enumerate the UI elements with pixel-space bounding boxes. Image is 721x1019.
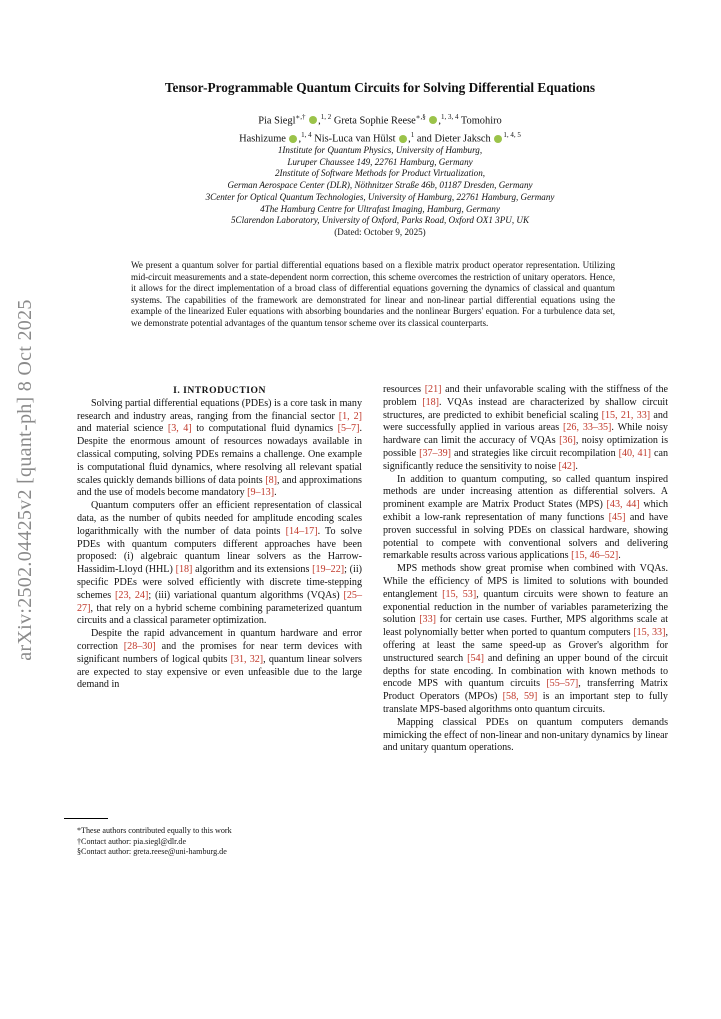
paragraph: Quantum computers offer an efficient representation of classical data, as the number of qubits needed for amplitude encoding scales logarithmically with the number of data points [14–17]. To solve PDEs with quantum computers different approaches have been proposed: (i) algebraic quantum linear solvers as the Harrow-Hassidim-Lloyd (HHL) [18] algorithm and its extensions [19–22]; (ii) specific PDEs were solved efficiently with discrete time-stepping schemes [23, 24]; (iii) variational quantum algorithms (VQAs) [25–27], that rely on a hybrid scheme combining parameterized quantum circuits and a classical parameter optimization. [77,500,362,627]
affiliation: 2Institute of Software Methods for Product Virtualization, [274,168,486,179]
citation-link[interactable]: [31, 32] [230,653,264,665]
citation-link[interactable]: [25–27] [77,589,362,614]
paragraph: MPS methods show great promise when combined with VQAs. While the efficiency of MPS is limited to solutions with bounded entanglement [15, 53], quantum circuits were shown to feature an exponential reduction in the number of variables parameterizing the solution [33] for certain use cases. Further, MPS algorithms scale at least polynomially better when ported to quantum computers [15, 33], offering at least the same speed-up as Grover's algorithm for unstructured search [54] and defining an upper bound of the circuit depths for state encoding. In combination with known methods to encode MPS with quantum circuits [55–57], transferring Matrix Product Operators (MPOs) [58, 59] is an important step to fully translate MPS-based algorithms onto quantum circuits. [383,563,668,715]
citation-link[interactable]: [58, 59] [502,691,538,703]
affiliation: Luruper Chaussee 149, 22761 Hamburg, Germany [287,156,473,167]
citation-link[interactable]: [18] [422,396,440,408]
affiliation: German Aerospace Center (DLR), Nöthnitzer Straße 46b, 01187 Dresden, Germany [227,180,533,191]
citation-link[interactable]: [15, 21, 33] [601,409,651,421]
citation-link[interactable]: [23, 24] [115,589,149,601]
citation-link[interactable]: [37–39] [419,447,452,459]
citation-link[interactable]: [26, 33–35] [563,422,612,434]
left-column [77,385,362,692]
section-heading: I. INTRODUCTION [173,385,266,396]
footnote: §Contact author: greta.reese@uni-hamburg.de [77,847,227,856]
citation-link[interactable]: [33] [419,614,437,626]
paragraph: Despite the rapid advancement in quantum hardware and error correction [28–30] and the promises for near term devices with significant numbers of logical qubits [31, 32], quantum linear solvers are expected to stay expensive or even unfeasible due to the large demand in [77,628,362,691]
authors-line-1: Pia Siegl∗,† ,$^{1, 2}$ Greta Sophie Reese∗,§ ,$^{1, 3, 4}$ Tomohiro [258,113,502,127]
citation-link[interactable]: [45] [608,511,626,523]
footnote: †Contact author: pia.siegl@dlr.de [77,836,187,846]
citation-link[interactable]: [8] [265,474,278,486]
citation-link[interactable]: [3, 4] [167,423,192,435]
paper-title: Tensor-Programmable Quantum Circuits for Solving Differential Equations [164,80,596,95]
citation-link[interactable]: [19–22] [312,564,345,576]
citation-link[interactable]: [9–13] [247,487,275,499]
citation-link[interactable]: [21] [424,384,442,395]
affiliation: 4The Hamburg Centre for Ultrafast Imaging, Hamburg, Germany [260,203,500,214]
citation-link[interactable]: [14–17] [285,525,318,537]
right-column [383,384,668,755]
paragraph: resources [21] and their unfavorable scaling with the stiffness of the problem [18]. VQAs instead are characterized by shallow circuit structures, are predicted to exhibit beneficial scaling [15, 21, 33] and were successfully applied in various areas [26, 33–35]. While noisy hardware can limit the accuracy of VQAs [36], noisy optimization is possible [37–39] and strategies like circuit recompilation [40, 41] can significantly reduce the sensitivity to noise [42]. [383,384,669,472]
citation-link[interactable]: [18] [175,564,193,576]
orcid-icon[interactable] [429,116,437,124]
orcid-icon[interactable] [399,135,407,143]
citation-link[interactable]: [15, 33] [633,627,666,639]
footnotes [77,826,357,858]
citation-link[interactable]: [54] [467,652,484,664]
affiliation: 5Clarendon Laboratory, University of Oxford, Parks Road, Oxford OX1 3PU, UK [230,215,530,226]
abstract: We present a quantum solver for partial differential equations based on a flexible matrix product operator representation. Utilizing mid-circuit measurements and a state-dependent norm correction, this scheme overcomes the restriction of unitary operators. Hence, it allows for the direct implementation of a broad class of differential equations governing the dynamics of classical and quantum systems. The capabilities of the framework are demonstrated for linear and non-linear partial differential equations using the example of the linearized Euler equations with absorbing boundaries and the nonlinear Burgers' equation. For a turbulence data set, we demonstrate potential advantages of the quantum tensor scheme over its classical counterparts. [131,260,615,328]
author-list [120,110,640,147]
citation-link[interactable]: [5–7] [337,423,360,435]
footnote-rule [64,818,108,819]
orcid-icon[interactable] [289,135,297,143]
date-line: (Dated: October 9, 2025) [334,226,426,237]
citation-link[interactable]: [36] [559,435,576,447]
citation-link[interactable]: [42] [558,460,576,472]
citation-link[interactable]: [28–30] [123,640,156,652]
authors-line-2: Hashizume ,$^{1, 4}$ Nis-Luca van Hülst ,$^1$ and Dieter Jaksch $^{1, 4, 5}$ [239,131,521,145]
citation-link[interactable]: [15, 53] [442,588,477,600]
footnote: *These authors contributed equally to this work [77,826,232,835]
paragraph: Solving partial differential equations (PDEs) is a core task in many research and industry areas, ranging from the financial sector [1, 2] and material science [3, 4] to computational fluid dynamics [5–7]. Despite the enormous amount of resources nowadays available in classical computing, solving PDEs remains a challenge. One example is computational fluid dynamics, where resolving all relevant spatial scales quickly demands billions of data points [8], and approximations and the use of models become mandatory [9–13]. [77,397,362,499]
citation-link[interactable]: [1, 2] [338,410,362,422]
affiliation: 1Institute for Quantum Physics, University of Hamburg, [277,145,483,155]
paragraph: In addition to quantum computing, so called quantum inspired methods are under increasing attention as differential solvers. A prominent example are Matrix Product States (MPS) [43, 44] which exhibit a low-rank representation of many functions [45] and have proven successful in solving PDEs on classical hardware, showing potential to compete with conventional solvers and delivering remarkable results across various applications [15, 46–52]. [383,473,668,562]
citation-link[interactable]: [40, 41] [618,447,652,459]
orcid-icon[interactable] [494,135,502,143]
citation-link[interactable]: [55–57] [546,678,579,690]
affiliation: 3Center for Optical Quantum Technologies, University of Hamburg, 22761 Hamburg, Germany [205,191,555,202]
citation-link[interactable]: [15, 46–52] [571,550,619,562]
orcid-icon[interactable] [309,116,317,124]
affiliations [80,145,680,239]
paragraph: Mapping classical PDEs on quantum computers demands mimicking the effect of non-linear and non-unitary dynamics by linear and unitary quantum operations. [383,716,668,754]
citation-link[interactable]: [43, 44] [606,499,640,511]
